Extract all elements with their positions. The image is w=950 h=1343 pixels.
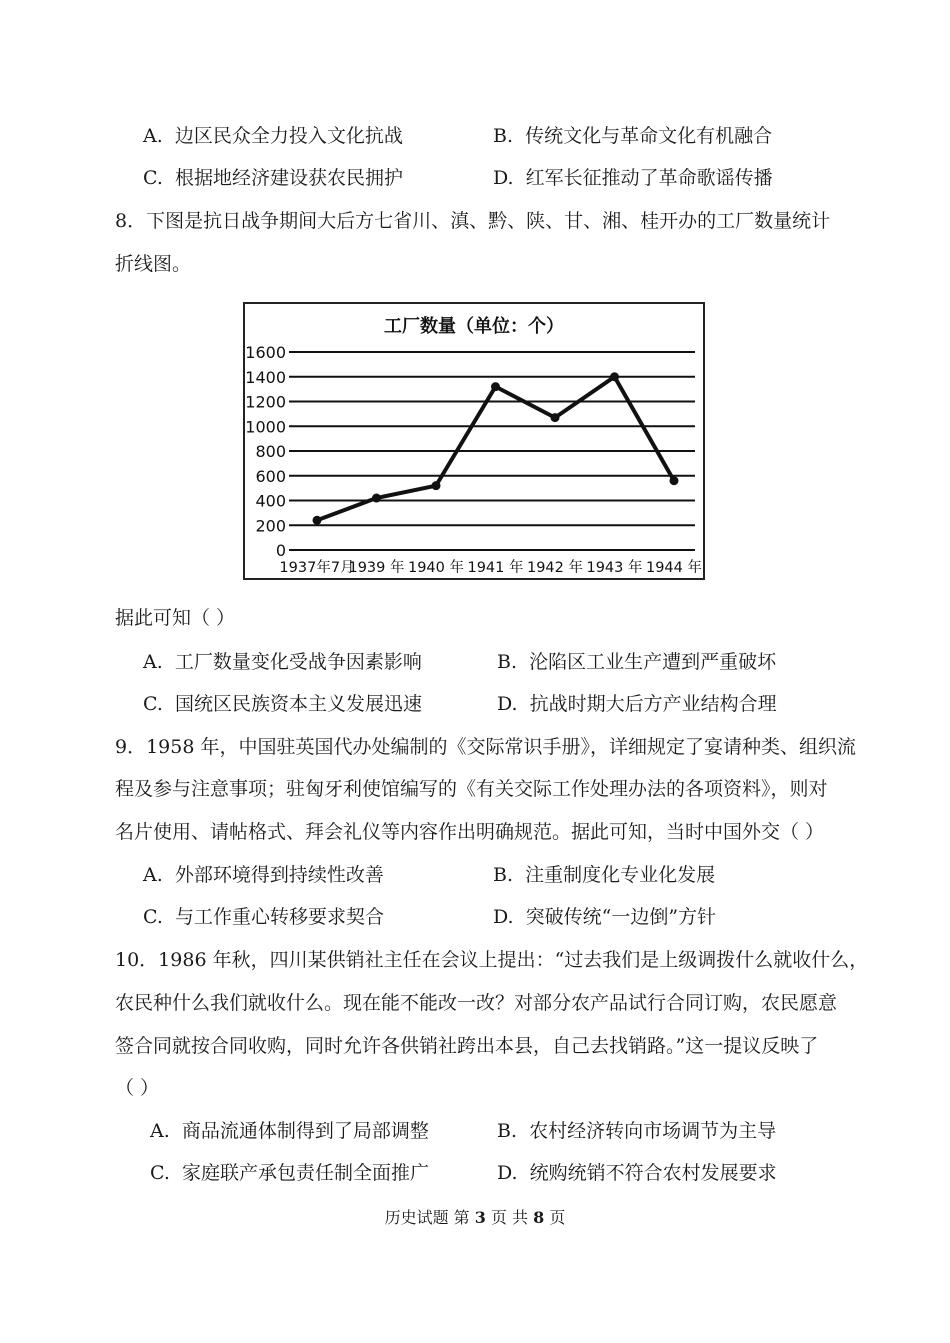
option-text: 商品流通体制得到了局部调整	[181, 1120, 429, 1142]
option-label: D.	[497, 693, 518, 715]
q9-option-a	[143, 863, 384, 887]
option-text: 根据地经济建设获农民拥护	[174, 167, 403, 189]
option-label: B.	[497, 651, 518, 673]
option-label: A.	[150, 1120, 170, 1142]
data-point	[610, 372, 619, 381]
option-label: C.	[150, 1162, 170, 1184]
y-tick-label: 600	[255, 466, 286, 486]
q10-option-a	[150, 1119, 429, 1143]
series-line	[317, 377, 674, 521]
footer-total-pages: 8	[533, 1208, 545, 1227]
q9-stem-line-2: 程及参与注意事项；驻匈牙利使馆编写的《有关交际工作处理办法的各项资料》，则对	[115, 778, 828, 800]
option-label: B.	[493, 864, 514, 886]
q7-option-a	[143, 124, 403, 148]
option-text: 与工作重心转移要求契合	[174, 906, 384, 928]
q9-stem-line-1: 9．1958 年，中国驻英国代办处编制的《交际常识手册》，详细规定了宴请种类、组织流	[115, 736, 856, 758]
x-tick-label: 1942 年	[526, 560, 584, 576]
q10-stem-line-2: 农民种什么我们就收什么。现在能不能改一改？对部分农产品试行合同订购，农民愿意	[115, 992, 838, 1014]
q8-option-c	[143, 692, 422, 716]
line-chart-svg	[245, 304, 703, 578]
q10-option-d	[497, 1161, 777, 1185]
x-tick-label: 1944 年	[645, 560, 703, 576]
q7-option-b	[493, 124, 772, 148]
option-text: 抗战时期大后方产业结构合理	[529, 693, 777, 715]
q10-option-c	[150, 1161, 429, 1185]
option-label: D.	[493, 167, 514, 189]
y-tick-label: 1400	[245, 367, 286, 387]
x-tick-label: 1940 年	[407, 560, 465, 576]
q10-stem-line-4: （ ）	[115, 1077, 160, 1099]
q10-stem-line-3: 签合同就按合同收购，同时允许各供销社跨出本县，自己去找销路。”这一提议反映了	[115, 1035, 819, 1057]
q7-option-c	[143, 166, 403, 190]
option-text: 边区民众全力投入文化抗战	[174, 125, 403, 147]
option-label: C.	[143, 167, 163, 189]
data-point	[432, 481, 441, 490]
y-tick-label: 800	[255, 442, 286, 461]
y-tick-label: 1000	[245, 417, 286, 437]
option-text: 突破传统“一边倒”方针	[525, 906, 717, 928]
footer-middle: 页 共	[490, 1208, 529, 1227]
option-label: A.	[143, 651, 163, 673]
y-tick-label: 0	[275, 541, 286, 560]
option-text: 农村经济转向市场调节为主导	[529, 1120, 777, 1142]
option-text: 国统区民族资本主义发展迅速	[174, 693, 422, 715]
q8-stem-line-2: 折线图。	[115, 253, 192, 275]
y-tick-label: 200	[255, 516, 286, 536]
data-point	[372, 494, 381, 503]
x-tick-label: 1943 年	[586, 560, 643, 576]
option-label: C.	[143, 693, 163, 715]
q9-option-b	[493, 863, 715, 887]
y-tick-label: 1600	[245, 343, 286, 362]
option-text: 工厂数量变化受战争因素影响	[174, 651, 422, 673]
y-tick-label: 400	[255, 491, 286, 511]
chart-title: 工厂数量（单位：个）	[384, 316, 564, 337]
footer-page-number: 3	[474, 1208, 486, 1227]
option-label: A.	[143, 125, 163, 147]
q9-option-d	[493, 905, 716, 929]
q8-option-d	[497, 692, 777, 716]
option-text: 传统文化与革命文化有机融合	[525, 125, 773, 147]
y-tick-label: 1200	[245, 392, 286, 412]
x-tick-label: 1939 年	[348, 560, 405, 576]
x-tick-label: 1937年7月	[279, 560, 355, 576]
option-text: 外部环境得到持续性改善	[174, 864, 384, 886]
option-label: D.	[493, 906, 514, 928]
option-label: C.	[143, 906, 163, 928]
option-label: D.	[497, 1162, 518, 1184]
option-text: 统购统销不符合农村发展要求	[529, 1162, 777, 1184]
x-tick-label: 1941 年	[467, 560, 524, 576]
option-label: B.	[497, 1120, 518, 1142]
data-point	[670, 476, 679, 485]
option-text: 注重制度化专业化发展	[525, 864, 716, 886]
option-text: 沦陷区工业生产遭到严重破坏	[529, 651, 777, 673]
q9-stem-line-3: 名片使用、请帖格式、拜会礼仪等内容作出明确规范。据此可知，当时中国外交（ ）	[115, 821, 825, 843]
q8-stem-line-1: 8．下图是抗日战争期间大后方七省川、滇、黔、陕、甘、湘、桂开办的工厂数量统计	[115, 210, 831, 232]
data-point	[551, 413, 560, 422]
q7-option-d	[493, 166, 773, 190]
q10-option-b	[497, 1119, 776, 1143]
footer-suffix: 页	[549, 1208, 566, 1227]
data-point	[491, 382, 500, 391]
page-footer	[0, 1208, 950, 1228]
option-text: 红军长征推动了革命歌谣传播	[525, 167, 773, 189]
data-point	[313, 516, 322, 525]
q10-stem-line-1: 10．1986 年秋，四川某供销社主任在会议上提出：“过去我们是上级调拨什么就收什么，	[115, 949, 869, 971]
option-text: 家庭联产承包责任制全面推广	[181, 1162, 429, 1184]
option-label: A.	[143, 864, 163, 886]
q9-option-c	[143, 905, 384, 929]
q8-option-b	[497, 650, 776, 674]
q8-option-a	[143, 650, 422, 674]
q8-prompt: 据此可知（ ）	[115, 607, 236, 629]
footer-prefix: 历史试题 第	[384, 1208, 470, 1227]
factory-count-chart	[243, 302, 705, 580]
option-label: B.	[493, 125, 514, 147]
